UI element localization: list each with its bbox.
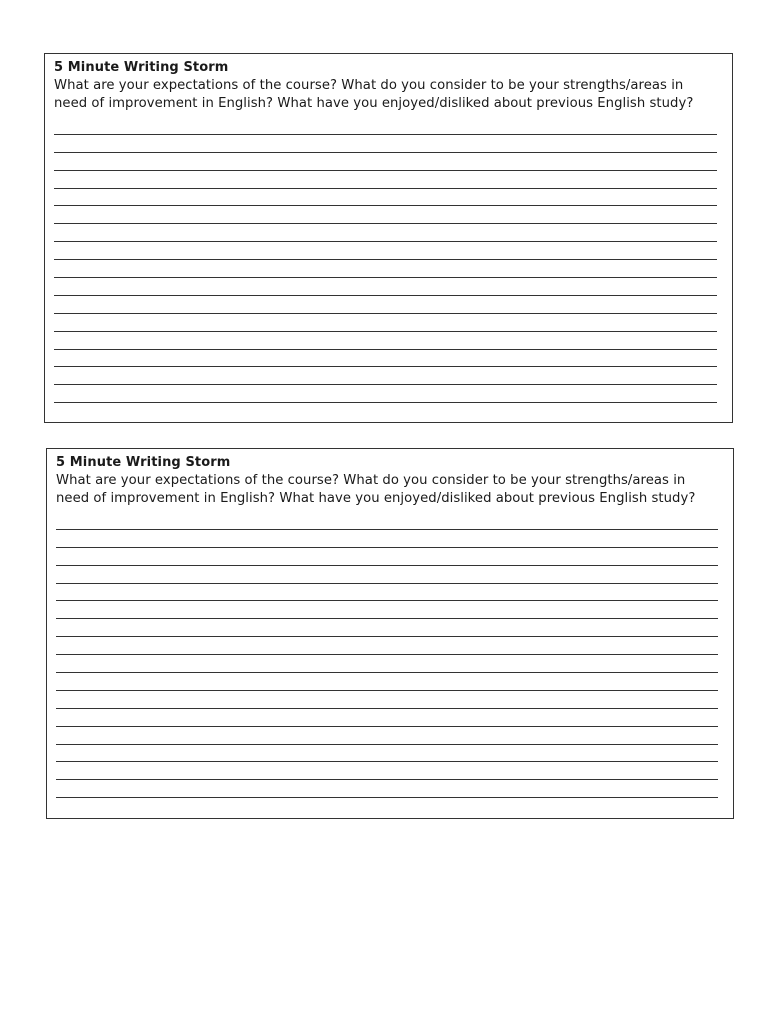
worksheet-title: 5 Minute Writing Storm (56, 455, 231, 470)
answer-line[interactable] (54, 153, 717, 171)
answer-line[interactable] (54, 206, 717, 224)
answer-lines[interactable] (56, 512, 718, 798)
answer-line[interactable] (56, 584, 718, 602)
answer-line[interactable] (56, 745, 718, 763)
answer-line[interactable] (54, 278, 717, 296)
answer-line[interactable] (54, 242, 717, 260)
answer-line[interactable] (56, 637, 718, 655)
answer-line[interactable] (54, 117, 717, 135)
answer-line[interactable] (56, 780, 718, 798)
answer-line[interactable] (54, 350, 717, 368)
worksheet-prompt (54, 77, 717, 113)
worksheet-box-2 (46, 448, 734, 819)
answer-line[interactable] (56, 762, 718, 780)
answer-line[interactable] (56, 601, 718, 619)
answer-line[interactable] (56, 655, 718, 673)
answer-line[interactable] (54, 189, 717, 207)
answer-line[interactable] (54, 385, 717, 403)
worksheet-box-1 (44, 53, 733, 423)
answer-line[interactable] (56, 530, 718, 548)
answer-line[interactable] (56, 566, 718, 584)
answer-line[interactable] (56, 512, 718, 530)
answer-lines[interactable] (54, 117, 717, 403)
answer-line[interactable] (54, 314, 717, 332)
answer-line[interactable] (54, 171, 717, 189)
answer-line[interactable] (56, 727, 718, 745)
prompt-line-2: need of improvement in English? What have you enjoyed/disliked about previous English study? (56, 491, 696, 506)
worksheet-prompt (56, 472, 718, 508)
worksheet-title: 5 Minute Writing Storm (54, 60, 229, 75)
answer-line[interactable] (56, 619, 718, 637)
answer-line[interactable] (54, 135, 717, 153)
answer-line[interactable] (56, 548, 718, 566)
answer-line[interactable] (56, 709, 718, 727)
answer-line[interactable] (54, 224, 717, 242)
answer-line[interactable] (54, 332, 717, 350)
answer-line[interactable] (54, 296, 717, 314)
prompt-line-2: need of improvement in English? What have you enjoyed/disliked about previous English study? (54, 96, 694, 111)
answer-line[interactable] (56, 673, 718, 691)
answer-line[interactable] (54, 367, 717, 385)
answer-line[interactable] (56, 691, 718, 709)
prompt-line-1: What are your expectations of the course? What do you consider to be your strengths/areas in (56, 473, 686, 488)
answer-line[interactable] (54, 260, 717, 278)
prompt-line-1: What are your expectations of the course? What do you consider to be your strengths/areas in (54, 78, 684, 93)
